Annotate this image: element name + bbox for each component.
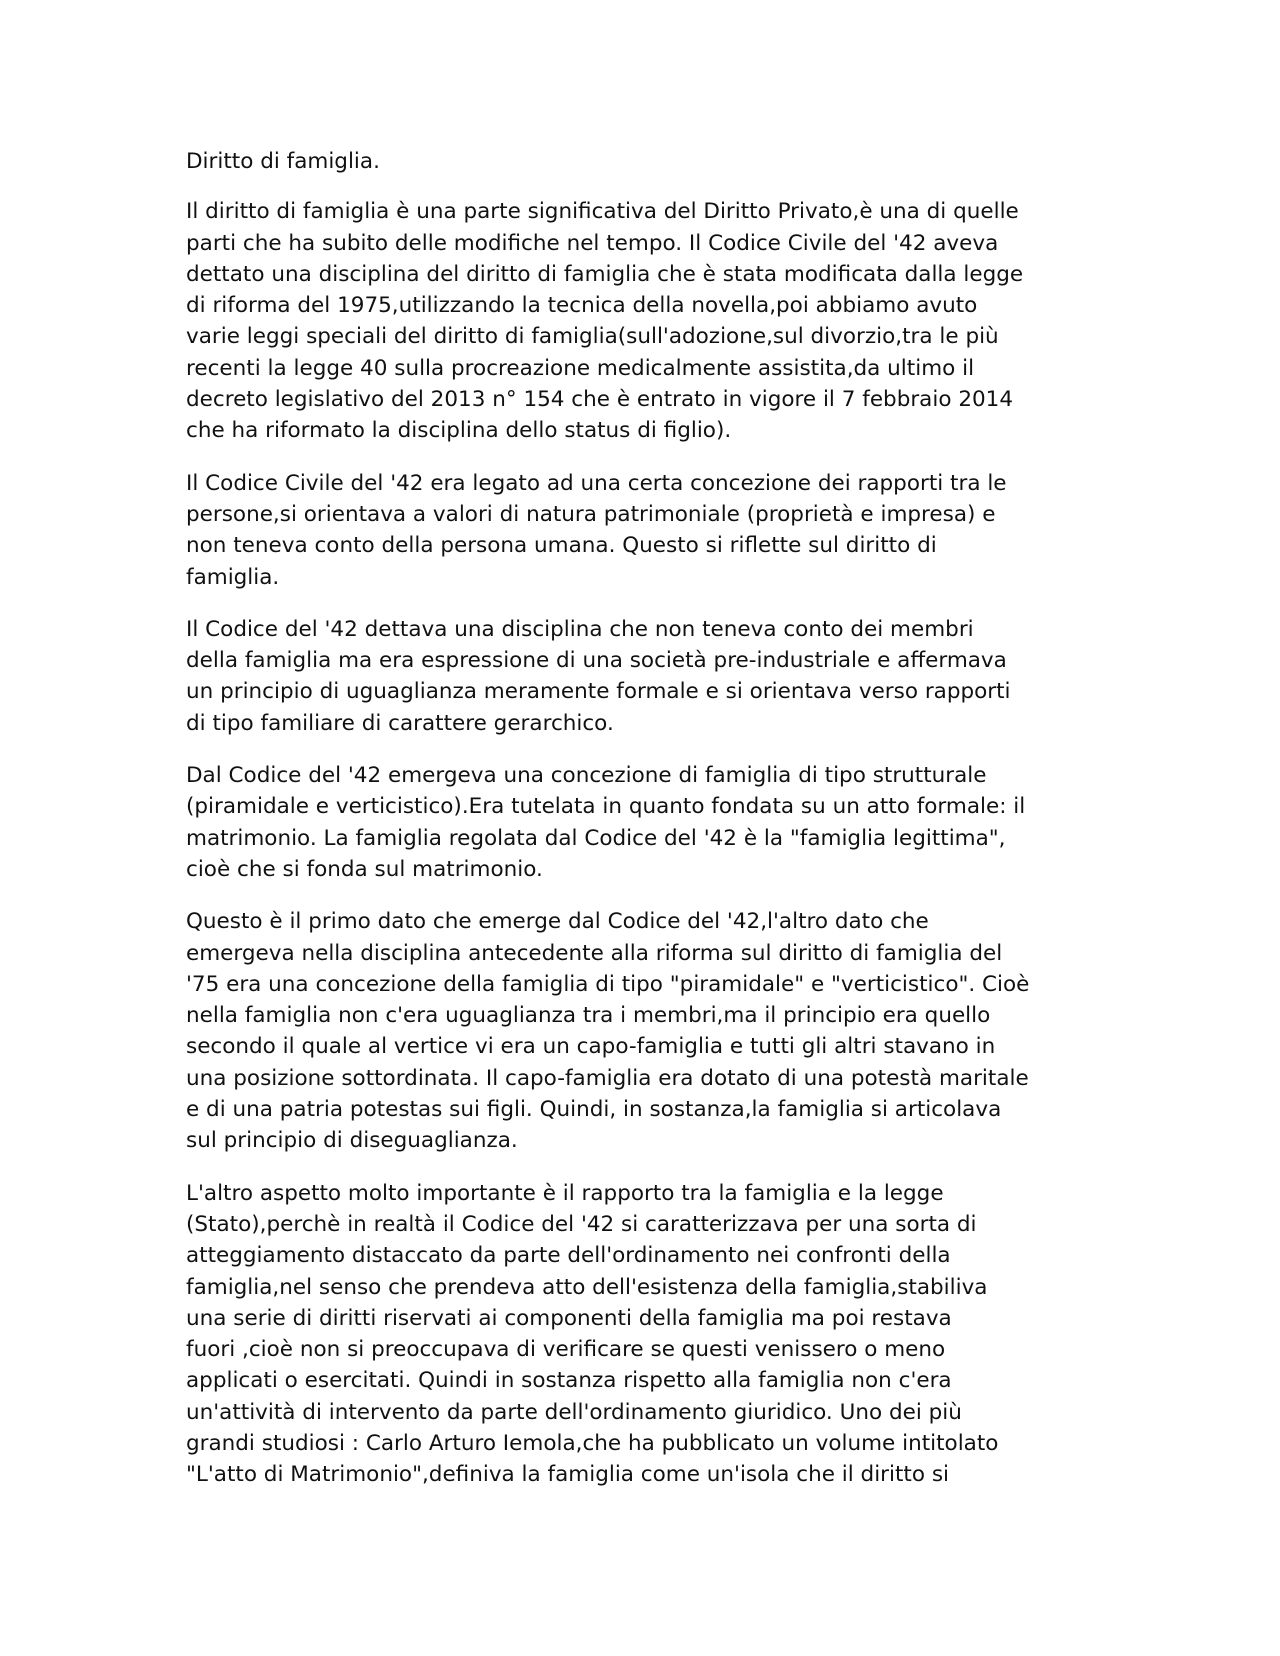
paragraph-6: L'altro aspetto molto importante è il rapporto tra la famiglia e la legge (Stato),perchè in realtà il Codice del '42 si caratterizzava per una sorta di atteggiamento distaccato da parte dell'ordinamento nei confronti della famiglia,nel senso che prendeva atto dell'esistenza della famiglia,stabiliva una serie di diritti riservati ai componenti della famiglia ma poi restava fuori ,cioè non si preoccupava di verificare se questi venissero o meno applicati o esercitati. Quindi in sostanza rispetto alla famiglia non c'era un'attività di intervento da parte dell'ordinamento giuridico. Uno dei più grandi studiosi : Carlo Arturo Iemola,che ha pubblicato un volume intitolato "L'atto di Matrimonio",definiva la famiglia come un'isola che il diritto si	[186, 1180, 999, 1488]
paragraph-5: Questo è il primo dato che emerge dal Codice del '42,l'altro dato che emergeva nella disciplina antecedente alla riforma sul diritto di famiglia del '75 era una concezione della famiglia di tipo "piramidale" e "verticistico". Cioè nella famiglia non c'era uguaglianza tra i membri,ma il principio era quello secondo il quale al vertice vi era un capo-famiglia e tutti gli altri stavano in una posizione sottordinata. Il capo-famiglia era dotato di una potestà maritale e di una patria potestas sui figli. Quindi, in sostanza,la famiglia si articolava sul principio di diseguaglianza.	[186, 909, 1030, 1154]
paragraph-1: Il diritto di famiglia è una parte significativa del Diritto Privato,è una di quelle parti che ha subito delle modifiche nel tempo. Il Codice Civile del '42 aveva dettato una disciplina del diritto di famiglia che è stata modificata dalla legge di riforma del 1975,utilizzando la tecnica della novella,poi abbiamo avuto varie leggi speciali del diritto di famiglia(sull'adozione,sul divorzio,tra le più recenti la legge 40 sulla procreazione medicalmente assistita,da ultimo il decreto legislativo del 2013 n° 154 che è entrato in vigore il 7 febbraio 2014 che ha riformato la disciplina dello status di figlio).	[186, 199, 1024, 444]
paragraph-2: Il Codice Civile del '42 era legato ad una certa concezione dei rapporti tra le persone,si orientava a valori di natura patrimoniale (proprietà e impresa) e non teneva conto della persona umana. Questo si riflette sul diritto di famiglia.	[186, 470, 1007, 590]
paragraph-3: Il Codice del '42 dettava una disciplina che non teneva conto dei membri della famiglia ma era espressione di una società pre-industriale e affermava un principio di uguaglianza meramente formale e si orientava verso rapporti di tipo familiare di carattere gerarchico.	[186, 616, 1011, 736]
document-body	[186, 146, 1096, 1512]
document-title: Diritto di famiglia.	[186, 149, 380, 174]
paragraph-4: Dal Codice del '42 emergeva una concezione di famiglia di tipo strutturale (piramidale e verticistico).Era tutelata in quanto fondata su un atto formale: il matrimonio. La famiglia regolata dal Codice del '42 è la "famiglia legittima", cioè che si fonda sul matrimonio.	[186, 763, 1026, 882]
